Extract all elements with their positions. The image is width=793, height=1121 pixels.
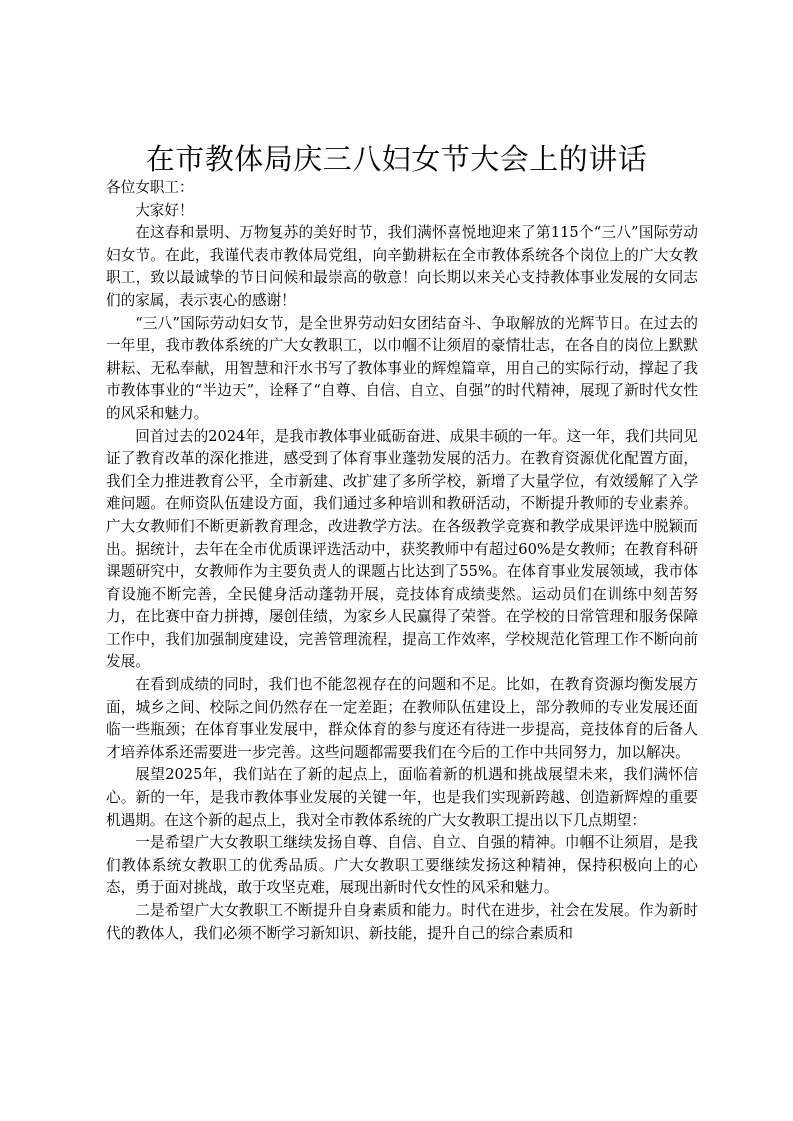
paragraph: 展望2025年，我们站在了新的起点上，面临着新的机遇和挑战展望未来，我们满怀信心。新的一年，是我市教体事业发展的关键一年，也是我们实现新跨越、创造新辉煌的重要机遇期。在这个新的起点上，我对全市教体系统的广大女教职工提出以下几点期望： (106, 766, 698, 829)
document-body (106, 177, 698, 945)
greeting: 大家好！ (135, 201, 194, 219)
paragraph: 在这春和景明、万物复苏的美好时节，我们满怀喜悦地迎来了第115个“三八”国际劳动妇女节。在此，我谨代表市教体局党组，向辛勤耕耘在全市教体系统各个岗位上的广大女教职工，致以最诚挚的节日问候和最崇高的敬意！向长期以来关心支持教体事业发展的女同志们的家属，表示衷心的感谢！ (106, 224, 698, 309)
paragraph: 二是希望广大女教职工不断提升自身素质和能力。时代在进步，社会在发展。作为新时代的教体人，我们必须不断学习新知识、新技能，提升自己的综合素质和 (106, 902, 698, 942)
paragraph: “三八”国际劳动妇女节，是全世界劳动妇女团结奋斗、争取解放的光辉节日。在过去的一年里，我市教体系统的广大女教职工，以巾帼不让须眉的豪情壮志，在各自的岗位上默默耕耘、无私奉献，用智慧和汗水书写了教体事业的辉煌篇章，用自己的实际行动，撑起了我市教体事业的“半边天”，诠释了“自尊、自信、自立、自强”的时代精神，展现了新时代女性的风采和魅力。 (106, 314, 698, 422)
paragraph: 在看到成绩的同时，我们也不能忽视存在的问题和不足。比如，在教育资源均衡发展方面，城乡之间、校际之间仍然存在一定差距；在教师队伍建设上，部分教师的专业发展还面临一些瓶颈；在体育事业发展中，群众体育的参与度还有待进一步提高，竞技体育的后备人才培养体系还需要进一步完善。这些问题都需要我们在今后的工作中共同努力，加以解决。 (106, 676, 698, 761)
document-title: 在市教体局庆三八妇女节大会上的讲话 (145, 142, 648, 176)
paragraph: 回首过去的2024年，是我市教体事业砥砺奋进、成果丰硕的一年。这一年，我们共同见证了教育改革的深化推进，感受到了体育事业蓬勃发展的活力。在教育资源优化配置方面，我们全力推进教育公平，全市新建、改扩建了多所学校，新增了大量学位，有效缓解了入学难问题。在师资队伍建设方面，我们通过多种培训和教研活动，不断提升教师的专业素养。广大女教师们不断更新教育理念，改进教学方法。在各级教学竞赛和教学成果评选中脱颖而出。据统计，去年在全市优质课评选活动中，获奖教师中有超过60%是女教师；在教育科研课题研究中，女教师作为主要负责人的课题占比达到了55%。在体育事业发展领域，我市体育设施不断完善，全民健身活动蓬勃开展，竞技体育成绩斐然。运动员们在训练中刻苦努力，在比赛中奋力拼搏，屡创佳绩，为家乡人民赢得了荣誉。在学校的日常管理和服务保障工作中，我们加强制度建设，完善管理流程，提高工作效率，学校规范化管理工作不断向前发展。 (106, 427, 698, 671)
salutation: 各位女职工： (106, 179, 194, 196)
paragraph: 一是希望广大女教职工继续发扬自尊、自信、自立、自强的精神。巾帼不让须眉，是我们教体系统女教职工的优秀品质。广大女教职工要继续发扬这种精神，保持积极向上的心态，勇于面对挑战，敢于攻坚克难，展现出新时代女性的风采和魅力。 (106, 834, 698, 897)
